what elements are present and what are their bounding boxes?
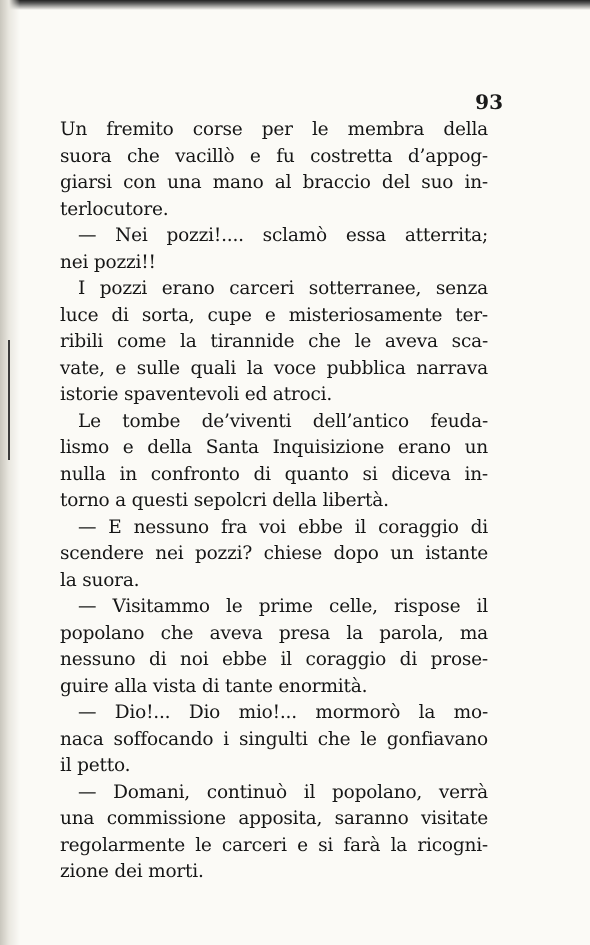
page-number: 93 (475, 90, 503, 114)
text-line: — E nessuno fra voi ebbe il coraggio di (78, 516, 488, 538)
text-line: la suora. (60, 569, 140, 591)
text-line: lismo e della Santa Inquisizione erano un (60, 437, 488, 458)
text-line: regolarmente le carceri e si farà la ricogni- (60, 834, 488, 856)
text-line: nessuno di noi ebbe il coraggio di prose- (60, 649, 488, 670)
text-line: nei pozzi!! (60, 251, 156, 273)
text-line: — Nei pozzi!.... sclamò essa atterrita; (78, 225, 488, 246)
text-line: zione dei morti. (60, 861, 204, 882)
page-top-edge (0, 0, 590, 10)
text-line: vate, e sulle quali la voce pubblica narrava (60, 357, 488, 379)
text-line: una commissione apposita, saranno visitate (60, 808, 488, 829)
text-line: Un fremito corse per le membra della (60, 119, 488, 140)
text-line: suora che vacillò e fu costretta d’appog- (60, 145, 488, 167)
text-line: I pozzi erano carceri sotterranee, senza (78, 278, 488, 299)
text-line: guire alla vista di tante enormità. (60, 675, 368, 697)
text-line: scendere nei pozzi? chiese dopo un istante (60, 543, 488, 564)
text-line: Le tombe de’viventi dell’antico feuda- (78, 410, 488, 432)
text-line: — Dio!... Dio mio!... mormorò la mo- (78, 702, 488, 723)
text-line: giarsi con una mano al braccio del suo in- (60, 172, 488, 193)
text-line: naca soffocando i singulti che le gonfiavano (60, 728, 488, 750)
text-line: — Visitammo le prime celle, rispose il (78, 596, 488, 617)
text-line: nulla in confronto di quanto si diceva in- (60, 463, 488, 485)
text-line: istorie spaventevoli ed atroci. (60, 384, 333, 405)
binding-shadow (0, 0, 20, 945)
margin-mark (8, 340, 10, 460)
text-line: luce di sorta, cupe e misteriosamente ter- (60, 304, 488, 326)
text-line: terlocutore. (60, 198, 169, 220)
text-line: il petto. (60, 755, 131, 776)
text-line: torno a questi sepolcri della libertà. (60, 490, 389, 511)
body-text (60, 117, 488, 886)
text-line: — Domani, continuò il popolano, verrà (78, 781, 488, 803)
text-line: popolano che aveva presa la parola, ma (60, 622, 488, 644)
text-line: ribili come la tirannide che le aveva sca- (60, 331, 488, 352)
